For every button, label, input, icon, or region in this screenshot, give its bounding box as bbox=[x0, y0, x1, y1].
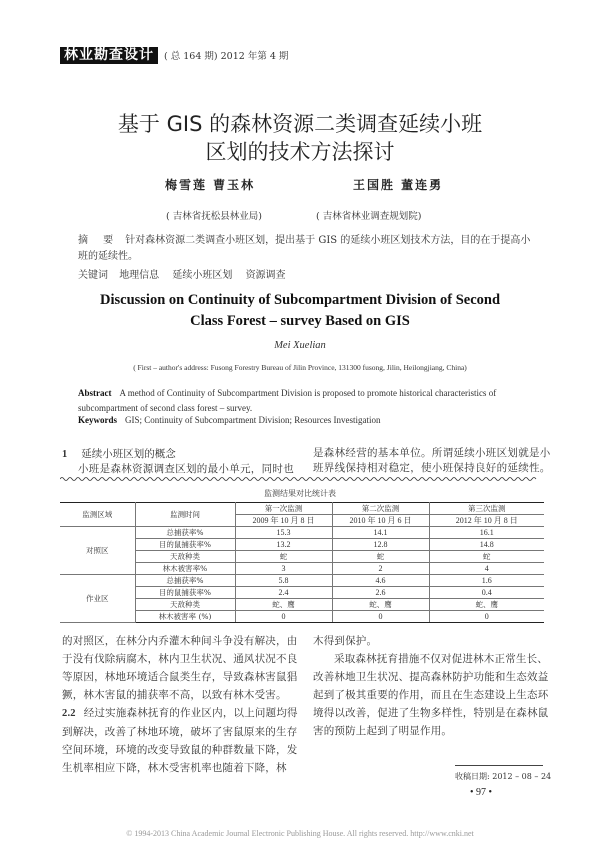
value-cell: 0.4 bbox=[429, 587, 544, 599]
journal-issue: ( 总 164 期) 2012 年第 4 期 bbox=[164, 51, 289, 62]
value-cell: 2.4 bbox=[235, 587, 332, 599]
keywords-cn bbox=[78, 266, 533, 281]
section-number: 2.2 bbox=[62, 708, 76, 719]
journal-name: 林业勘查设计 bbox=[60, 47, 158, 64]
section-1-right-text: 是森林经营的基本单位。所谓延续小班区划就是小班界线保持相对稳定，使小班保持良好的延续性。 bbox=[313, 447, 551, 474]
title-cn-line2: 区划的技术方法探讨 bbox=[205, 140, 395, 164]
author-en: Mei Xuelian bbox=[274, 340, 326, 351]
keyword-cn: 地理信息 bbox=[119, 270, 160, 281]
footnote-rule bbox=[455, 765, 543, 766]
section-2-2-paragraph bbox=[62, 704, 302, 777]
header-monitor-2: 第二次监测 bbox=[332, 503, 429, 515]
metric-cell: 林木被害率 (%) bbox=[135, 611, 235, 623]
section-title: 延续小班区划的概念 bbox=[81, 448, 176, 460]
copyright-footer: © 1994-2013 China Academic Journal Electronic Publishing House. All rights reserved. http://www.cnki.net bbox=[126, 829, 474, 838]
keywords-en-text: GIS; Continuity of Subcompartment Division; Resources Investigation bbox=[125, 415, 381, 425]
address-en: ( First – author's address: Fusong Forestry Bureau of Jilin Province, 131300 fusong, Jilin, Heilongjiang, China) bbox=[133, 363, 467, 372]
keyword-cn: 延续小班区划 bbox=[172, 270, 233, 281]
metric-cell: 天敌种类 bbox=[135, 599, 235, 611]
table-header-row bbox=[60, 503, 544, 515]
metric-cell: 总捕获率% bbox=[135, 527, 235, 539]
body-paragraph: 采取森林抚育措施不仅对促进林木正常生长、改善林地卫生状况、提高森林防护功能和生态效益起到了极其重要的作用，而且在生态建设上生态环境得以改善，促进了生物多样性，特别是在森林鼠害的预防上起到了明显作用。 bbox=[313, 653, 549, 737]
keywords-en bbox=[78, 415, 538, 425]
body-right-column bbox=[313, 632, 553, 740]
received-date: 收稿日期: 2012 – 08 – 24 bbox=[455, 772, 552, 781]
body-left-column bbox=[62, 632, 302, 777]
section-1-heading bbox=[62, 446, 176, 461]
value-cell: 蛇、鹰 bbox=[429, 599, 544, 611]
section-number: 1 bbox=[62, 449, 68, 460]
author-group-1: 梅雪莲 曹玉林 bbox=[165, 178, 256, 192]
header-date-2: 2010 年 10 月 6 日 bbox=[332, 515, 429, 527]
value-cell: 13.2 bbox=[235, 539, 332, 551]
header-date-3: 2012 年 10 月 8 日 bbox=[429, 515, 544, 527]
header-time: 监测时间 bbox=[135, 503, 235, 527]
value-cell: 0 bbox=[429, 611, 544, 623]
table-row bbox=[60, 527, 544, 539]
region-cell: 对照区 bbox=[60, 527, 135, 575]
body-paragraph: 的对照区，在林分内乔灌木种间斗争没有解决，由于没有伐除病腐木，林内卫生状况、通风状况不良等原因，林地环境适合鼠类生存，导致森林害鼠猖獗，林木害鼠的捕获率不高，以致有林木受害。 bbox=[62, 635, 298, 701]
journal-header bbox=[60, 46, 288, 64]
body-paragraph: 木得到保护。 bbox=[313, 635, 378, 647]
value-cell: 5.8 bbox=[235, 575, 332, 587]
keywords-en-label: Keywords bbox=[78, 415, 117, 425]
abstract-en-text: A method of Continuity of Subcompartment Division is proposed to promote historical characteristics of subcompartment of second class forest – survey. bbox=[78, 388, 497, 413]
metric-cell: 天敌种类 bbox=[135, 551, 235, 563]
header-monitor-3: 第三次监测 bbox=[429, 503, 544, 515]
value-cell: 0 bbox=[235, 611, 332, 623]
section-2-2-text: 经过实施森林抚育的作业区内，以上问题均得到解决，改善了林地环境，破坏了害鼠原来的生存空间环境，环境的改变导致鼠的种群数量下降，发生机率相应下降，林木受害机率也随着下降，林 bbox=[62, 707, 298, 774]
value-cell: 蛇 bbox=[429, 551, 544, 563]
value-cell: 14.8 bbox=[429, 539, 544, 551]
value-cell: 16.1 bbox=[429, 527, 544, 539]
table-row bbox=[60, 575, 544, 587]
page-number: • 97 • bbox=[470, 787, 493, 798]
header-date-1: 2009 年 10 月 8 日 bbox=[235, 515, 332, 527]
abstract-cn-text: 针对森林资源二类调查小班区划，提出基于 GIS 的延续小班区划技术方法，目的在于提高小班的延续性。 bbox=[78, 235, 531, 262]
value-cell: 3 bbox=[235, 563, 332, 575]
header-monitor-1: 第一次监测 bbox=[235, 503, 332, 515]
keywords-cn-label: 关键词 bbox=[78, 270, 108, 281]
title-en-line2: Class Forest – survey Based on GIS bbox=[190, 313, 410, 329]
wavy-divider bbox=[60, 476, 545, 482]
value-cell: 15.3 bbox=[235, 527, 332, 539]
affiliation-2: ( 吉林省林业调查规划院) bbox=[316, 211, 422, 222]
header-region: 监测区域 bbox=[60, 503, 135, 527]
keyword-cn: 资源调查 bbox=[245, 270, 286, 281]
abstract-en bbox=[78, 386, 538, 416]
abstract-cn bbox=[78, 233, 533, 265]
title-en-line1: Discussion on Continuity of Subcompartment Division of Second bbox=[99, 292, 501, 308]
metric-cell: 目的鼠捕获率% bbox=[135, 539, 235, 551]
affiliation-1: ( 吉林省抚松县林业局) bbox=[166, 211, 262, 222]
abstract-cn-label: 摘 要 bbox=[78, 235, 120, 246]
value-cell: 14.1 bbox=[332, 527, 429, 539]
metric-cell: 目的鼠捕获率% bbox=[135, 587, 235, 599]
value-cell: 2 bbox=[332, 563, 429, 575]
value-cell: 蛇、鹰 bbox=[235, 599, 332, 611]
section-1-left-text: 小班是森林资源调查区划的最小单元，同时也 bbox=[78, 463, 294, 475]
monitoring-results-table bbox=[60, 502, 544, 623]
region-cell: 作业区 bbox=[60, 575, 135, 623]
value-cell: 12.8 bbox=[332, 539, 429, 551]
abstract-en-label: Abstract bbox=[78, 388, 112, 398]
value-cell: 4 bbox=[429, 563, 544, 575]
metric-cell: 总捕获率% bbox=[135, 575, 235, 587]
value-cell: 0 bbox=[332, 611, 429, 623]
value-cell: 蛇 bbox=[235, 551, 332, 563]
metric-cell: 林木被害率% bbox=[135, 563, 235, 575]
value-cell: 1.6 bbox=[429, 575, 544, 587]
paper-title-en bbox=[0, 290, 600, 332]
value-cell: 4.6 bbox=[332, 575, 429, 587]
author-group-2: 王国胜 董连勇 bbox=[353, 178, 444, 192]
table-caption: 监测结果对比统计表 bbox=[264, 489, 336, 498]
value-cell: 2.6 bbox=[332, 587, 429, 599]
paper-title-cn bbox=[0, 110, 600, 166]
value-cell: 蛇、鹰 bbox=[332, 599, 429, 611]
title-cn-line1: 基于 GIS 的森林资源二类调查延续小班 bbox=[117, 112, 483, 136]
value-cell: 蛇 bbox=[332, 551, 429, 563]
